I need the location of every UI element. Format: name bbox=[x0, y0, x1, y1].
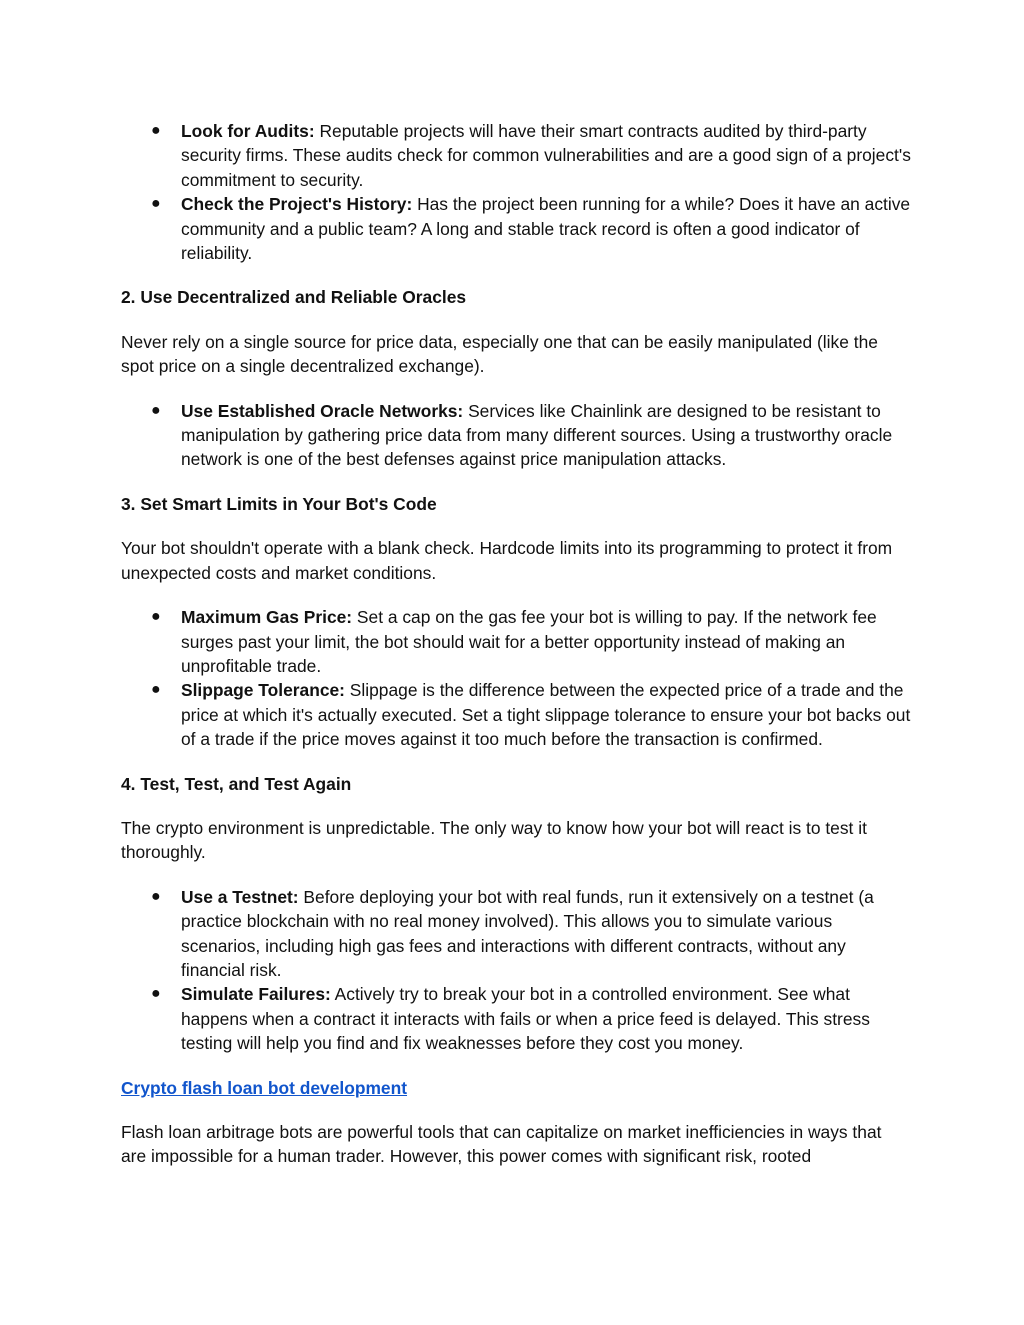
bullet-icon: ● bbox=[151, 122, 161, 139]
limits-bullet-list bbox=[121, 605, 911, 751]
bullet-text: Before deploying your bot with real funds, run it extensively on a testnet (a practice blockchain with no real money involved). This allows you to simulate various scenarios, including high gas fees and interactions with different contracts, without any financial risk. bbox=[181, 886, 874, 980]
bullet-lead: Look for Audits: bbox=[181, 121, 315, 141]
bullet-lead: Maximum Gas Price: bbox=[181, 607, 353, 628]
bullet-icon: ● bbox=[151, 985, 161, 1003]
list-item bbox=[121, 192, 911, 265]
bullet-lead: Simulate Failures: bbox=[181, 984, 331, 1005]
bullet-icon: ● bbox=[151, 681, 161, 699]
bullet-icon: ● bbox=[151, 195, 161, 213]
bullet-text: Reputable projects will have their smart contracts audited by third-party security firms. These audits check for common vulnerabilities and are a good sign of a project's commitment to security. bbox=[181, 121, 911, 190]
bullet-icon: ● bbox=[151, 608, 161, 626]
closing-paragraph: Flash loan arbitrage bots are powerful tools that can capitalize on market inefficiencies in ways that are impossible for a human trader. However, this power comes with significant risk, rooted bbox=[121, 1122, 882, 1167]
section-heading-limits: 3. Set Smart Limits in Your Bot's Code bbox=[121, 493, 437, 514]
oracles-bullet-list bbox=[121, 399, 911, 472]
bullet-icon: ● bbox=[151, 887, 161, 905]
list-item bbox=[121, 119, 911, 192]
document-content bbox=[121, 119, 911, 1169]
bullet-lead: Use a Testnet: bbox=[181, 886, 299, 907]
bullet-text: Slippage is the difference between the expected price of a trade and the price at which it's actually executed. Set a tight slippage tolerance to ensure your bot backs out of a trade if the price moves against it too much before the transaction is confirmed. bbox=[181, 680, 911, 750]
section-paragraph: The crypto environment is unpredictable. The only way to know how your bot will react is to test it thoroughly. bbox=[121, 817, 867, 863]
bot-development-link[interactable]: Crypto flash loan bot development bbox=[121, 1077, 408, 1098]
section-paragraph: Your bot shouldn't operate with a blank check. Hardcode limits into its programming to protect it from unexpected costs and market conditions. bbox=[121, 538, 893, 583]
list-item bbox=[121, 605, 911, 678]
bullet-text: Set a cap on the gas fee your bot is willing to pay. If the network fee surges past your limit, the bot should wait for a better opportunity instead of making an unprofitable trade. bbox=[181, 607, 877, 676]
list-item bbox=[121, 399, 911, 472]
section-paragraph: Never rely on a single source for price data, especially one that can be easily manipulated (like the spot price on a single decentralized exchange). bbox=[121, 331, 878, 377]
section-heading-oracles: 2. Use Decentralized and Reliable Oracles bbox=[121, 287, 467, 308]
section-heading-testing: 4. Test, Test, and Test Again bbox=[121, 773, 352, 794]
bullet-lead: Use Established Oracle Networks: bbox=[181, 400, 464, 421]
list-item bbox=[121, 678, 911, 751]
bullet-text: Services like Chainlink are designed to be resistant to manipulation by gathering price data from many different sources. Using a trustworthy oracle network is one of the best defenses against price manipulation attacks. bbox=[181, 400, 893, 470]
bullet-text: Has the project been running for a while? Does it have an active community and a public team? A long and stable track record is often a good indicator of reliability. bbox=[181, 194, 911, 264]
bullet-icon: ● bbox=[151, 401, 161, 419]
list-item bbox=[121, 885, 911, 983]
bullet-text: Actively try to break your bot in a controlled environment. See what happens when a contract it interacts with fails or when a price feed is delayed. This stress testing will help you find and fix weaknesses before they cost you money. bbox=[181, 984, 870, 1054]
bullet-lead: Slippage Tolerance: bbox=[181, 680, 345, 701]
testing-bullet-list bbox=[121, 885, 911, 1056]
list-item bbox=[121, 982, 911, 1055]
intro-bullet-list bbox=[121, 119, 911, 265]
bullet-lead: Check the Project's History: bbox=[181, 194, 413, 215]
